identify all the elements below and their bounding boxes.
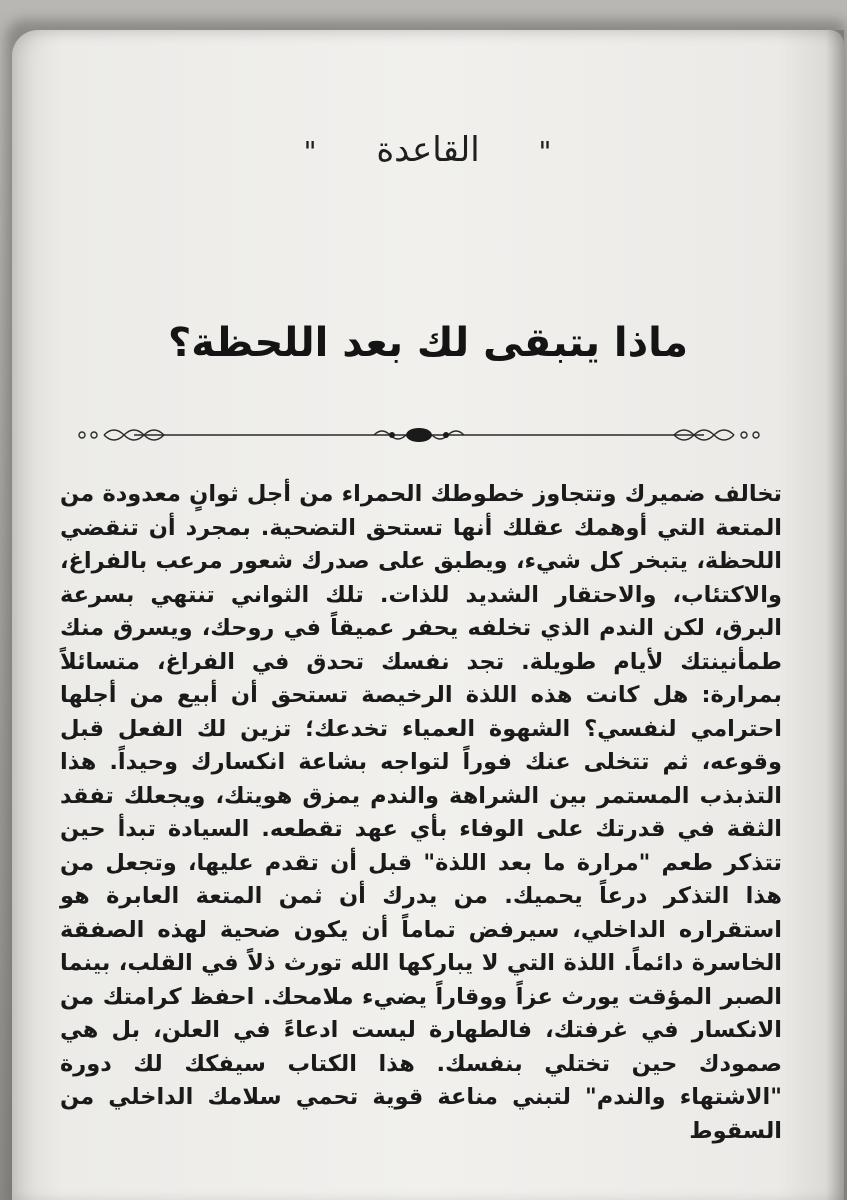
book-page (12, 30, 844, 1200)
page-edge (826, 30, 844, 1200)
chapter-quote-close: " (303, 135, 318, 168)
chapter-quote-open: " (538, 135, 553, 168)
decorative-divider-icon (74, 420, 764, 450)
chapter-title (12, 130, 844, 170)
page-heading: ماذا يتبقى لك بعد اللحظة؟ (168, 320, 688, 366)
chapter-title-text: القاعدة (376, 130, 480, 170)
body-paragraph: تخالف ضميرك وتتجاوز خطوطك الحمراء من أجل ثوانٍ معدودة من المتعة التي أوهمك عقلك أنها تستحق التضحية. بمجرد أن تنقضي اللحظة، يتبخر كل شيء، ويطبق على صدرك شعور مرعب بالفراغ، والاكتئاب، والاحتقار الشديد للذات. تلك الثواني تنتهي بسرعة البرق، لكن الندم الذي تخلفه يحفر عميقاً في روحك، ويسرق منك طمأنينتك لأيام طويلة. تجد نفسك تحدق في الفراغ، متسائلاً بمرارة: هل كانت هذه اللذة الرخيصة تستحق أن أبيع من أجلها احترامي لنفسي؟ الشهوة العمياء تخدعك؛ تزين لك الفعل قبل وقوعه، ثم تتخلى عنك فوراً لتواجه بشاعة انكسارك وحيداً. هذا التذبذب المستمر بين الشراهة والندم يمزق هويتك، ويجعلك تفقد الثقة في قدرتك على الوفاء بأي عهد تقطعه. السيادة تبدأ حين تتذكر طعم "مرارة ما بعد اللذة" قبل أن تقدم عليها، وتجعل من هذا التذكر درعاً يحميك. من يدرك أن ثمن المتعة العابرة هو استقراره الداخلي، سيرفض تماماً أن يكون ضحية لهذه الصفقة الخاسرة دائماً. اللذة التي لا يباركها الله تورث ذلاً في القلب، بينما الصبر المؤقت يورث عزاً ووقاراً يضيء ملامحك. احفظ كرامتك من الانكسار في غرفتك، فالطهارة ليست ادعاءً في العلن، بل هي صمودك حين تختلي بنفسك. هذا الكتاب سيفكك لك دورة "الاشتهاء والندم" لتبني مناعة قوية تحمي سلامك الداخلي من السقوط (60, 481, 782, 1144)
